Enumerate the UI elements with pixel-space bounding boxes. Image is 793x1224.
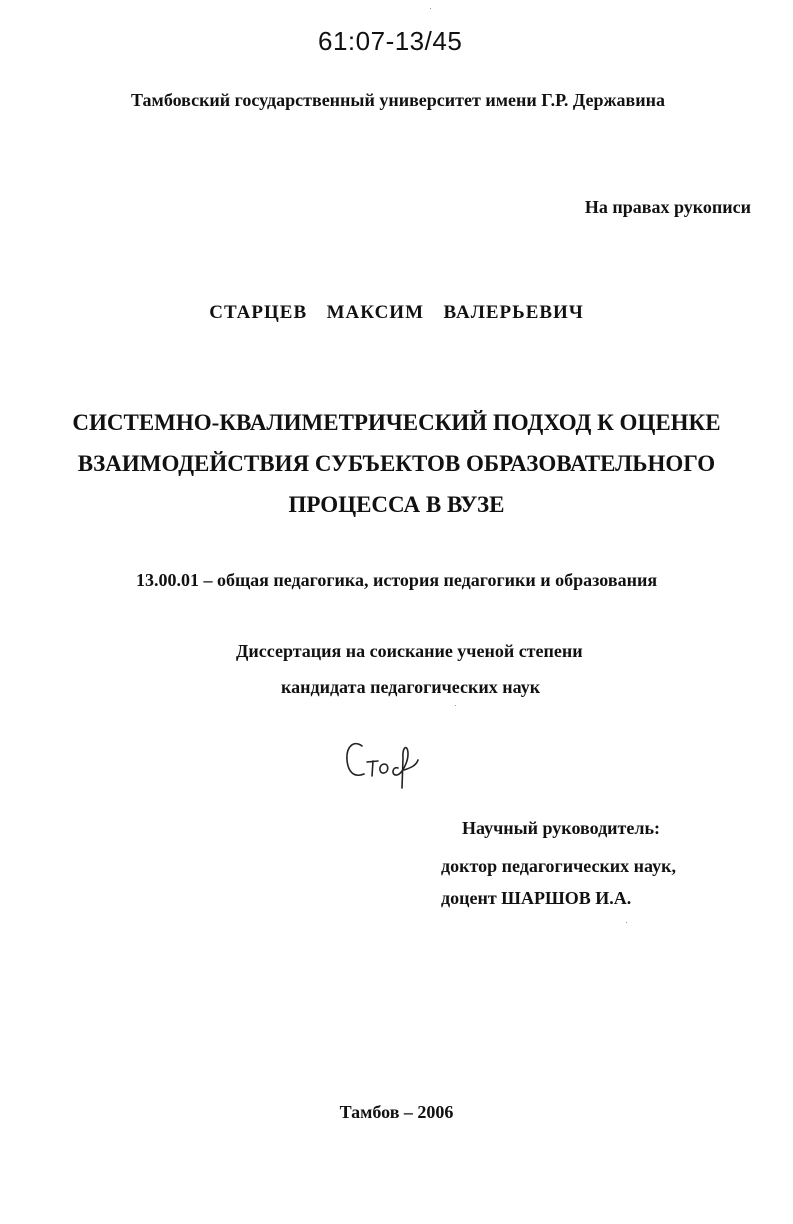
dissertation-title [0,402,793,525]
supervisor-label: Научный руководитель: [462,818,660,838]
title-line: СИСТЕМНО-КВАЛИМЕТРИЧЕСКИЙ ПОДХОД К ОЦЕНКЕ [72,410,721,435]
title-line: ПРОЦЕССА В ВУЗЕ [288,492,505,517]
supervisor-degree: доктор педагогических наук, [441,856,677,876]
title-line: ВЗАИМОДЕЙСТВИЯ СУБЪЕКТОВ ОБРАЗОВАТЕЛЬНОГО [77,451,716,476]
handwritten-signature [342,732,432,794]
city-and-year: Тамбов – 2006 [339,1102,454,1122]
supervisor-name: доцент ШАРШОВ И.А. [441,888,632,908]
degree-line: Диссертация на соискание ученой степени [236,641,583,661]
scan-speck [430,8,431,9]
scan-speck [455,705,456,706]
university-name: Тамбовский государственный университет имени Г.Р. Державина [131,90,665,110]
specialty-code: 13.00.01 – общая педагогика, история педагогики и образования [135,570,658,590]
author-name: СТАРЦЕВ МАКСИМ ВАЛЕРЬЕВИЧ [209,302,584,323]
manuscript-rights-note: На правах рукописи [584,197,751,217]
scan-speck [626,922,627,923]
degree-line: кандидата педагогических наук [281,677,541,697]
catalog-number: 61:07-13/45 [318,26,463,56]
